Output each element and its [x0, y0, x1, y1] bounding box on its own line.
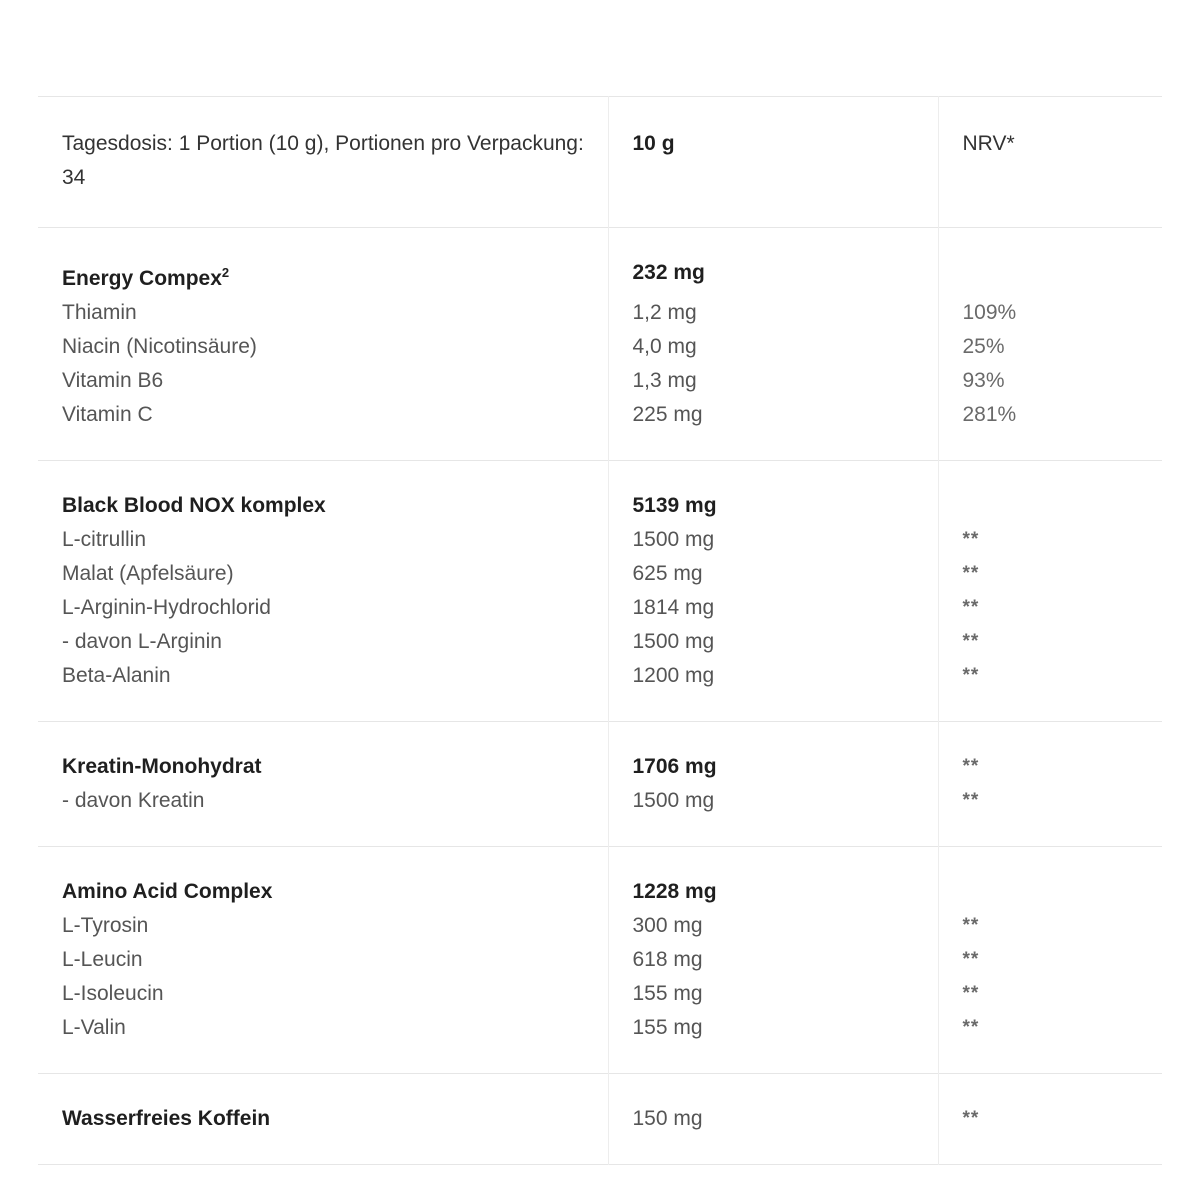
group-title-cell [38, 461, 608, 524]
ingredient-name: L-Leucin [62, 948, 143, 971]
ingredient-name-cell [38, 523, 608, 557]
ingredient-nrv-cell [938, 398, 1162, 461]
table-row [38, 625, 1162, 659]
ingredient-name: Malat (Apfelsäure) [62, 562, 234, 585]
ingredient-nrv: 93% [962, 369, 1005, 392]
table-row [38, 722, 1162, 785]
ingredient-amount: 1,3 mg [632, 369, 697, 392]
nrv-header-label: NRV* [962, 132, 1015, 155]
ingredient-nrv: ** [962, 915, 980, 936]
ingredient-amount-cell [608, 364, 938, 398]
group-nrv-cell [938, 1074, 1162, 1165]
group-black-blood-nox-komplex [38, 461, 1162, 722]
group-title: Black Blood NOX komplex [62, 494, 326, 517]
ingredient-nrv: ** [962, 563, 980, 584]
ingredient-nrv-cell [938, 296, 1162, 330]
ingredient-amount: 1,2 mg [632, 301, 697, 324]
ingredient-name-cell [38, 1011, 608, 1074]
ingredient-name: L-Tyrosin [62, 914, 149, 937]
ingredient-nrv: ** [962, 949, 980, 970]
ingredient-name-cell [38, 557, 608, 591]
ingredient-nrv-cell [938, 523, 1162, 557]
ingredient-amount: 1500 mg [632, 789, 715, 812]
table-row [38, 977, 1162, 1011]
ingredient-amount-cell [608, 523, 938, 557]
group-kreatin-monohydrat [38, 722, 1162, 847]
group-title: Amino Acid Complex [62, 880, 273, 903]
ingredient-amount-cell [608, 943, 938, 977]
group-title: Kreatin-Monohydrat [62, 755, 262, 778]
ingredient-name: Vitamin B6 [62, 369, 164, 392]
ingredient-name-cell [38, 591, 608, 625]
ingredient-amount-cell [608, 659, 938, 722]
table-row [38, 296, 1162, 330]
table-row [38, 591, 1162, 625]
ingredient-amount-cell [608, 330, 938, 364]
group-amount: 150 mg [632, 1107, 703, 1130]
group-amount: 1228 mg [632, 880, 717, 903]
group-wasserfreies-koffein [38, 1074, 1162, 1165]
ingredient-amount-cell [608, 1011, 938, 1074]
ingredient-amount: 1500 mg [632, 630, 715, 653]
table-row [38, 1011, 1162, 1074]
ingredient-name: - davon L-Arginin [62, 630, 222, 653]
ingredient-name: Niacin (Nicotinsäure) [62, 335, 257, 358]
ingredient-nrv: 109% [962, 301, 1017, 324]
table-header-group [38, 97, 1162, 228]
nutrition-table-container [38, 96, 1162, 1165]
ingredient-amount: 155 mg [632, 1016, 703, 1039]
group-amino-acid-complex [38, 847, 1162, 1074]
ingredient-amount: 1814 mg [632, 596, 715, 619]
ingredient-amount: 300 mg [632, 914, 703, 937]
table-row [38, 1074, 1162, 1165]
ingredient-nrv-cell [938, 591, 1162, 625]
ingredient-name-cell [38, 364, 608, 398]
group-title: Wasserfreies Koffein [62, 1107, 271, 1130]
table-row [38, 909, 1162, 943]
serving-info-label: Tagesdosis: 1 Portion (10 g), Portionen pro Verpackung: 34 [62, 132, 584, 189]
group-title-cell [38, 1074, 608, 1165]
group-energy-compex [38, 228, 1162, 461]
ingredient-nrv-cell [938, 909, 1162, 943]
ingredient-nrv: 25% [962, 335, 1005, 358]
ingredient-nrv-cell [938, 659, 1162, 722]
table-row [38, 97, 1162, 228]
group-amount-cell [608, 847, 938, 910]
ingredient-name: L-citrullin [62, 528, 147, 551]
ingredient-nrv-cell [938, 784, 1162, 847]
ingredient-nrv: ** [962, 529, 980, 550]
ingredient-nrv: ** [962, 790, 980, 811]
ingredient-name: L-Valin [62, 1016, 126, 1039]
table-row [38, 523, 1162, 557]
ingredient-nrv-cell [938, 557, 1162, 591]
ingredient-name: Vitamin C [62, 403, 153, 426]
group-amount-cell [608, 228, 938, 297]
group-amount-cell [608, 461, 938, 524]
ingredient-name: L-Arginin-Hydrochlorid [62, 596, 271, 619]
table-row [38, 228, 1162, 297]
ingredient-name: Thiamin [62, 301, 137, 324]
group-nrv-cell [938, 847, 1162, 910]
ingredient-amount-cell [608, 557, 938, 591]
group-title-cell [38, 847, 608, 910]
group-title-cell [38, 722, 608, 785]
ingredient-nrv-cell [938, 1011, 1162, 1074]
ingredient-amount-cell [608, 398, 938, 461]
ingredient-amount: 1200 mg [632, 664, 715, 687]
table-row [38, 557, 1162, 591]
serving-size-cell [608, 97, 938, 228]
ingredient-nrv: ** [962, 665, 980, 686]
table-row [38, 364, 1162, 398]
group-amount: 1706 mg [632, 755, 717, 778]
group-amount: 232 mg [632, 261, 705, 284]
ingredient-name: Beta-Alanin [62, 664, 171, 687]
table-row [38, 398, 1162, 461]
ingredient-name-cell [38, 398, 608, 461]
ingredient-amount-cell [608, 591, 938, 625]
ingredient-name: L-Isoleucin [62, 982, 164, 1005]
group-amount-cell [608, 1074, 938, 1165]
ingredient-amount-cell [608, 977, 938, 1011]
ingredient-name-cell [38, 659, 608, 722]
group-title-footnote: 2 [221, 265, 230, 280]
table-row [38, 330, 1162, 364]
ingredient-name-cell [38, 909, 608, 943]
ingredient-amount: 625 mg [632, 562, 703, 585]
ingredient-amount: 225 mg [632, 403, 703, 426]
ingredient-amount-cell [608, 296, 938, 330]
ingredient-nrv-cell [938, 625, 1162, 659]
group-nrv: ** [962, 1108, 980, 1129]
ingredient-nrv-cell [938, 330, 1162, 364]
table-row [38, 461, 1162, 524]
ingredient-nrv: 281% [962, 403, 1017, 426]
group-title-text: Energy Compex [62, 267, 222, 290]
serving-info-cell [38, 97, 608, 228]
ingredient-amount: 4,0 mg [632, 335, 697, 358]
serving-size-label: 10 g [632, 132, 675, 155]
ingredient-name-cell [38, 330, 608, 364]
ingredient-name-cell [38, 784, 608, 847]
table-row [38, 659, 1162, 722]
ingredient-nrv: ** [962, 597, 980, 618]
group-nrv: ** [962, 756, 980, 777]
group-nrv-cell [938, 461, 1162, 524]
ingredient-amount-cell [608, 909, 938, 943]
ingredient-name-cell [38, 296, 608, 330]
ingredient-name: - davon Kreatin [62, 789, 205, 812]
ingredient-amount: 155 mg [632, 982, 703, 1005]
ingredient-nrv-cell [938, 364, 1162, 398]
group-nrv-cell [938, 228, 1162, 297]
ingredient-nrv-cell [938, 977, 1162, 1011]
table-row [38, 943, 1162, 977]
ingredient-name-cell [38, 977, 608, 1011]
table-row [38, 784, 1162, 847]
ingredient-amount: 1500 mg [632, 528, 715, 551]
group-title [62, 267, 229, 290]
ingredient-nrv: ** [962, 631, 980, 652]
group-title-cell [38, 228, 608, 297]
group-amount: 5139 mg [632, 494, 717, 517]
ingredient-nrv: ** [962, 1017, 980, 1038]
ingredient-nrv-cell [938, 943, 1162, 977]
nrv-header-cell [938, 97, 1162, 228]
ingredient-amount-cell [608, 625, 938, 659]
ingredient-amount-cell [608, 784, 938, 847]
group-nrv-cell [938, 722, 1162, 785]
nutrition-facts-table [38, 96, 1162, 1165]
ingredient-amount: 618 mg [632, 948, 703, 971]
ingredient-name-cell [38, 943, 608, 977]
table-row [38, 847, 1162, 910]
group-amount-cell [608, 722, 938, 785]
ingredient-name-cell [38, 625, 608, 659]
ingredient-nrv: ** [962, 983, 980, 1004]
